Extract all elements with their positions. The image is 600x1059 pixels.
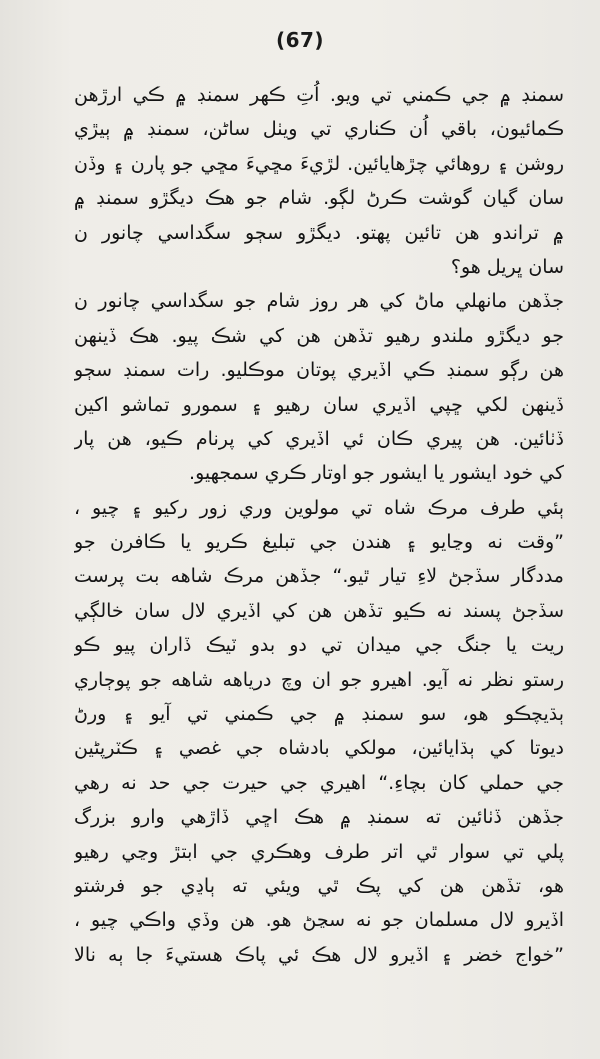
text-line: سڏجڻ پسند نه ڪيو تڏهن هن کي اڏيري لال سان خالڳي [74,599,564,622]
text-line: هو، تڏهن هن کي پڪ ٿي ويئي ته ٻاڍي جو فرشتو [74,874,564,897]
text-line: جڏهن مانهلي ماڻ کي هر روز شام جو سگداسي چانور ن [74,290,564,313]
text-line: پلي تي سوار ٿي اتر طرف وهڪري جي ابتڙ وڃي رهيو [74,840,564,863]
text-line: سان گيان گوشت ڪرڻ لڳو. شام جو هڪ ديگڙو سمنڊ ۾ [74,187,564,210]
text-line: ۾ تراندو هن تائين پهتو. ديگڙو سڄو سگداسي چانور ن [74,221,564,244]
text-line: سمنڊ ۾ جي ڪمني تي ويو. اُتِ ڪهر سمنڊ ۾ ڪي ارڙهن [74,84,564,106]
page-number: (67) [275,28,325,52]
text-line: رستو نظر نه آيو. اهيرو جو ان وچ درياهه شاهه جو پوڄاري [74,668,564,691]
text-line: ڏٺائين. هن پيري ڪان ئي اڏيري کي پرنام ڪيو، هن پار [74,427,564,450]
text-line: ”وقت نه وڃايو ۽ هندن جي تبليغ ڪريو يا ڪافرن جو [74,531,564,554]
text-line: ڪمائيون، باقي اُن ڪناري تي ويٺل ساڻن، سمنڊ ۾ ٻيڙي [74,118,564,141]
text-line: ريت يا جنگ جي ميدان تي دو بدو ٽيڪ ڏاران پيو ڪو [74,634,564,657]
text-line: ٻئي طرف مرڪ شاه تي مولوين وري زور رکيو ۽ چيو ، [74,496,564,519]
text-line: ٻڌيچڪو هو، سو سمنڊ ۾ جي ڪمني تي آيو ۽ ورڻ [74,703,564,726]
text-line: هن رڳو سمنڊ ڪي اڏيري پوتان موڪليو. رات سمنڊ سڄو [74,359,564,382]
text-line: کي خود ايشور يا ايشور جو اوتار ڪري سمجهيو. [189,462,564,485]
text-line: ديوتا کي ٻڌايائين، مولکي بادشاه جي غصي ۽ ڪٽرپڻين [74,737,564,760]
text-line: جو ديگڙو ملندو رهيو تڏهن هن کي شڪ پيو. هڪ ڏينهن [74,324,564,347]
text-line: جڏهن ڏٺائين ته سمنڊ ۾ هڪ اڇي ڏاڙهي وارو بزرگ [74,806,564,829]
text-line: روشن ۽ روهائي چڙهايائين. لڙيءَ مڇيءَ مڇي جو پارن ۽ وڏن [74,152,564,175]
text-line: ڏينهن لکي ڇپي اڏيري سان رهيو ۽ سمورو تماشو اکين [74,393,564,416]
text-line: سان ڀريل هو؟ [450,255,564,278]
text-line: اڏيرو لال مسلمان جو نه سڃڻ هو. هن وڏي واڪي چيو ، [74,909,564,932]
body-text [74,78,564,972]
text-line: جي حملي کان بچاءِ.“ اهيري جي حيرت جي حد نه رهي [74,771,564,794]
text-line: ”خواج خضر ۽ اڏيرو لال هڪ ئي پاڪ هستيءَ جا ٻه نالا [74,943,564,966]
text-line: مددگار سڏجڻ لاءِ تيار ٿيو.“ جڏهن مرڪ شاهه بت پرست [74,565,564,588]
